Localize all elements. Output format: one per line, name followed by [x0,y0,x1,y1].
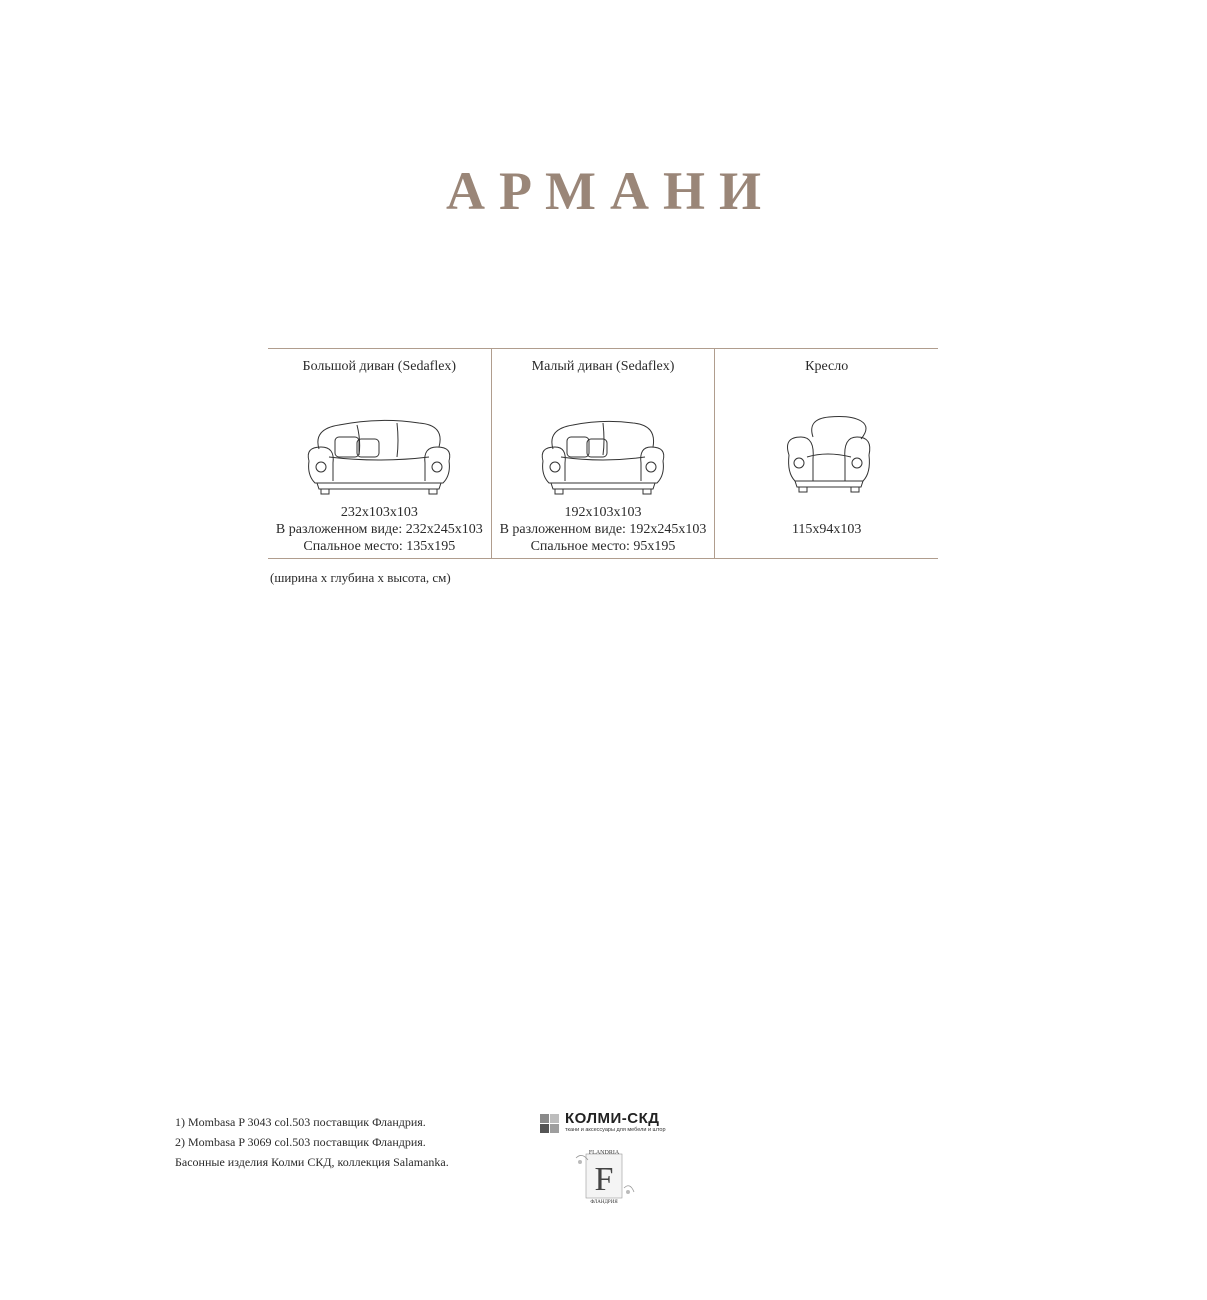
dimensions-main: 232x103x103 [340,505,418,520]
dimensions-unfolded: В разложенном виде: 232x245x103 [275,522,483,537]
kolmi-squares-icon [540,1114,560,1134]
product-cell-armchair [714,349,938,558]
product-name: Малый диван (Sedaflex) [531,359,675,374]
note-line: Басонные изделия Колми СКД, коллекция Salamanka. [175,1155,449,1169]
kolmi-name: КОЛМИ-СКД [565,1110,660,1127]
kolmi-tagline: ткани и аксессуары для мебели и штор [565,1127,666,1133]
small-sofa-drawing [492,411,715,497]
product-table [268,348,938,559]
flandria-logo [572,1148,636,1204]
flandria-top-text: FLANDRIA [588,1150,620,1156]
note-line: 2) Mombasa P 3069 col.503 поставщик Фландрия. [175,1135,426,1149]
dimensions-sleeping: Спальное место: 135x195 [303,539,456,554]
flandria-bottom-text: ФЛАНДРИЯ [590,1200,618,1204]
product-dimensions [268,504,491,555]
dimensions-unfolded: В разложенном виде: 192x245x103 [499,522,707,537]
page-title: АРМАНИ [446,161,775,221]
dimensions-main: 115x94x103 [791,522,862,537]
product-cell-large-sofa [268,349,491,558]
dimensions-sleeping: Спальное место: 95x195 [530,539,676,554]
product-name: Большой диван (Sedaflex) [302,359,457,374]
note-line: 1) Mombasa P 3043 col.503 поставщик Фландрия. [175,1115,426,1129]
flandria-letter: F [594,1161,614,1198]
product-dimensions [492,504,715,555]
dimensions-main: 192x103x103 [564,505,642,520]
product-dimensions [715,521,938,538]
armchair-drawing [715,411,938,497]
units-note: (ширина x глубина x высота, см) [270,570,451,585]
product-cell-small-sofa [491,349,715,558]
product-name: Кресло [805,359,849,374]
fabric-notes [175,1112,449,1172]
kolmi-skd-logo [540,1112,680,1136]
large-sofa-drawing [268,411,491,497]
